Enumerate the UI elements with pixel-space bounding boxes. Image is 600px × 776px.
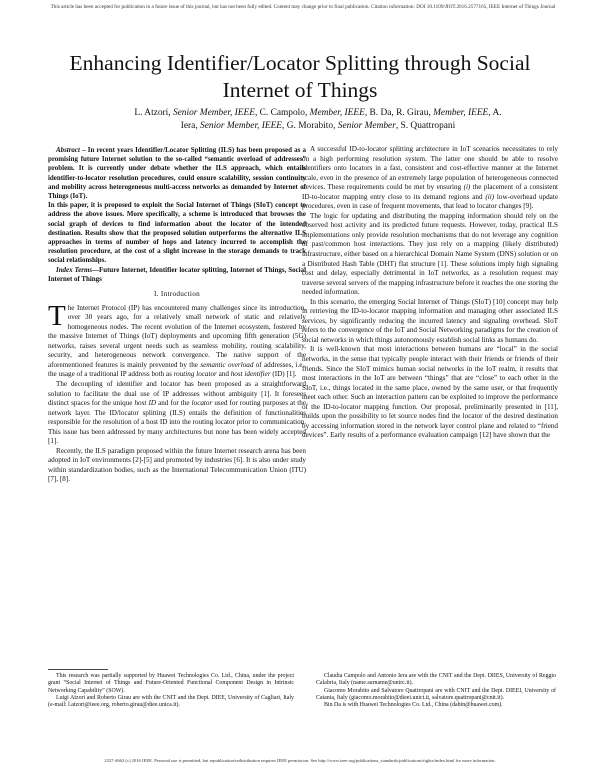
affiliation-note-reggio: Claudia Campolo and Antonio Iera are with the CNIT and the Dept. DIIES, University of Reggio Calabria, Italy (name.surname@unirc.it). [316, 673, 556, 687]
intro-paragraph-3: Recently, the ILS paradigm proposed within the future Internet research arena has been adopted in IoT environments [2]-[5] and promoted by industries [6]. It is also under study within standardization bodies, such as the International Telecommunication Union (ITU) [7], [8]. [48, 446, 306, 484]
footnote-right [316, 673, 556, 709]
paper-title: Enhancing Identifier/Locator Splitting through Social Internet of Things [69, 51, 531, 102]
right-column [302, 145, 558, 441]
intro-paragraph-1: The Internet Protocol (IP) has encountered many challenges since its introduction, over 30 years ago, for a relatively small network of static and relatively homogeneous nodes. The recent evolution of the Internet ecosystem, fostered by the massive Internet of Things (IoT) deployments and upcoming fifth generation (5G) networks, raises several urgent needs such as seamless mobility, routing scalability, security, and heterogeneous network convergence. The native support of the aforementioned features is mainly prevented by the semantic overload of addresses, i.e., the usage of a traditional IP address both as routing locator and host identifier (ID) [1]. [48, 299, 306, 379]
intro-paragraph-2: The decoupling of identifier and locator has been proposed as a straightforward solution to facilitate the dual use of IP addresses without ambiguity [1]. It foresees distinct spaces for the unique host ID and for the locator used for routing purposes at the network layer. The ID/locator splitting (ILS) entails the definition of functionalities responsible for the resolution of a host ID into the routing locator prior to communication. This issue has been addressed by many architectures but none has been widely accepted [1]. [48, 379, 306, 446]
body-paragraph-4: It is well-known that most interactions between humans are “local” in the social networks, in the sense that typically people interact with their friends or friends of their friends. Since the SIoT mimics human social networks in the IoT realm, it results that most interactions in the IoT are between “things” that are “close” to each other in the SIoT, i.e., things located in the same place, owned by the same user, or that frequently meet each other. Such an interaction pattern can be exploited to improve the performance of the ID-to-locator mapping function. Our proposal, preliminarily presented in [11], builds upon the possibility to let source nodes find the locator of the desired destination by accessing information stored in the network layer control plane and related to “friend devices”. Early results of a performance evaluation campaign [12] have shown that the [302, 345, 558, 440]
footnote-left [48, 673, 294, 709]
abstract-text: – In recent years Identifier/Locator Splitting (ILS) has been proposed as a promising future Internet solution to the so-called “semantic overload of addresses” problem. It is currently under debate whether the ILS approach, which entails identifier-to-locator resolution procedures, could ensure scalability, session continuity and mobility across heterogeneous multi-access networks as demanded by Internet of Things (IoT). [48, 146, 306, 201]
affiliation-note-catania: Giacomo Morabito and Salvatore Quattropani are with CNIT and the Dept. DIEEI, University of Catania, Italy (giacomo.morabito@dieei.unict.it, salvatore.quattropani@cnit.it). [316, 687, 556, 701]
body-paragraph-3: In this scenario, the emerging Social Internet of Things (SIoT) [10] concept may help in retrieving the ID-to-locator mapping information and managing other associated ILS services, by significantly reducing the incurred latency and signaling overhead. SIoT refers to the convergence of the IoT and Social Networking paradigms for the creation of social networks in which things autonomously establish social links as humans do. [302, 297, 558, 344]
abstract-label: Abstract [56, 146, 80, 154]
affiliation-note-cagliari: Luigi Atzori and Roberto Girau are with the CNIT and the Dept. DIEE, University of Cagliari, Italy (e-mail: l.atzori@ieee.org, roberto.girau@diee.unica.it). [48, 694, 294, 709]
abstract [48, 146, 306, 266]
affiliation-note-huawei: Bin Da is with Huawei Technologies Co. Ltd., China (dabin@huawei.com). [324, 702, 503, 709]
body-paragraph-2: The logic for updating and distributing the mapping information should rely on the observed host activity and its predicted future requests. However, today, practical ILS implementations only provide resolution mechanisms that do not leverage any cognition of past/common host interactions. They just rely on a mapping (likely distributed) infrastructure, either based on a hierarchical Domain Name System (DNS) solution or on a Distributed Hash Table (DHT) flat structure [1]. These solutions imply high signaling cost and delay, especially detrimental in IoT networks, as a resolution request may traverse several servers of the mapping infrastructure before it reaches the one storing the needed information. [302, 211, 558, 297]
footnote-rule-left [48, 669, 108, 670]
funding-note: This research was partially supported by Huawei Technologies Co. Ltd., China, under the project grant “Social Internet of Things and Future-Oriented Functional Component Design in Intrinsic Networking Capability” (SOW). [48, 673, 294, 694]
journal-header-note: This article has been accepted for publication in a future issue of this journal, but has not been fully edited. Content may change prior to final publication. Citation information: DOI 10.1109/JIOT.2016.2577165, IEEE Internet of Things Journal [50, 4, 556, 10]
left-column [48, 146, 306, 485]
drop-cap: T [48, 299, 66, 332]
body-paragraph-1: A successful ID-to-locator splitting architecture in IoT scenarios necessitates to rely on a high performing resolution system. The latter one should be able to resolve identifiers onto locators in a fast, consistent and cost-effective manner at the Internet scale, even in the presence of an extremely large population of heterogeneous connected devices. These requirements could be met by ensuring (i) the placement of a consistent ID-to-locator mapping entry close to its demand regions and (ii) low-overhead update procedures, even in case of frequent movements, that lead to locator changes [9]. [302, 145, 559, 211]
index-terms: Index Terms—Future Internet, Identifier locator splitting, Internet of Things, Social Internet of Things [48, 265, 306, 283]
copyright-footer: 2327-4662 (c) 2016 IEEE. Personal use is permitted, but republication/redistribution requires IEEE permission. See http://www.ieee.org/publications_standards/publications/rights/index.html for more information. [104, 758, 496, 763]
author-list: L. Atzori, Senior Member, IEEE, C. Campolo, Member, IEEE, B. Da, R. Girau, Member, IEEE, A. Iera, Senior Member, IEEE, G. Morabito, Senior Member, S. Quattropani [134, 108, 502, 131]
section-heading-introduction: I. Introduction [153, 290, 201, 299]
abstract-text-2: In this paper, it is proposed to exploit the Social Internet of Things (SIoT) concept to address the above issues. More specifically, a scheme is introduced that browses the social graph of devices to find information about the locator of the intended destination. Results show that the proposed solution outperforms the alternative ILS approaches in terms of number of hops and latency incurred to accomplish the resolution procedure, at the cost of a slight increase in the storage demands to track social relationships. [48, 201, 306, 265]
